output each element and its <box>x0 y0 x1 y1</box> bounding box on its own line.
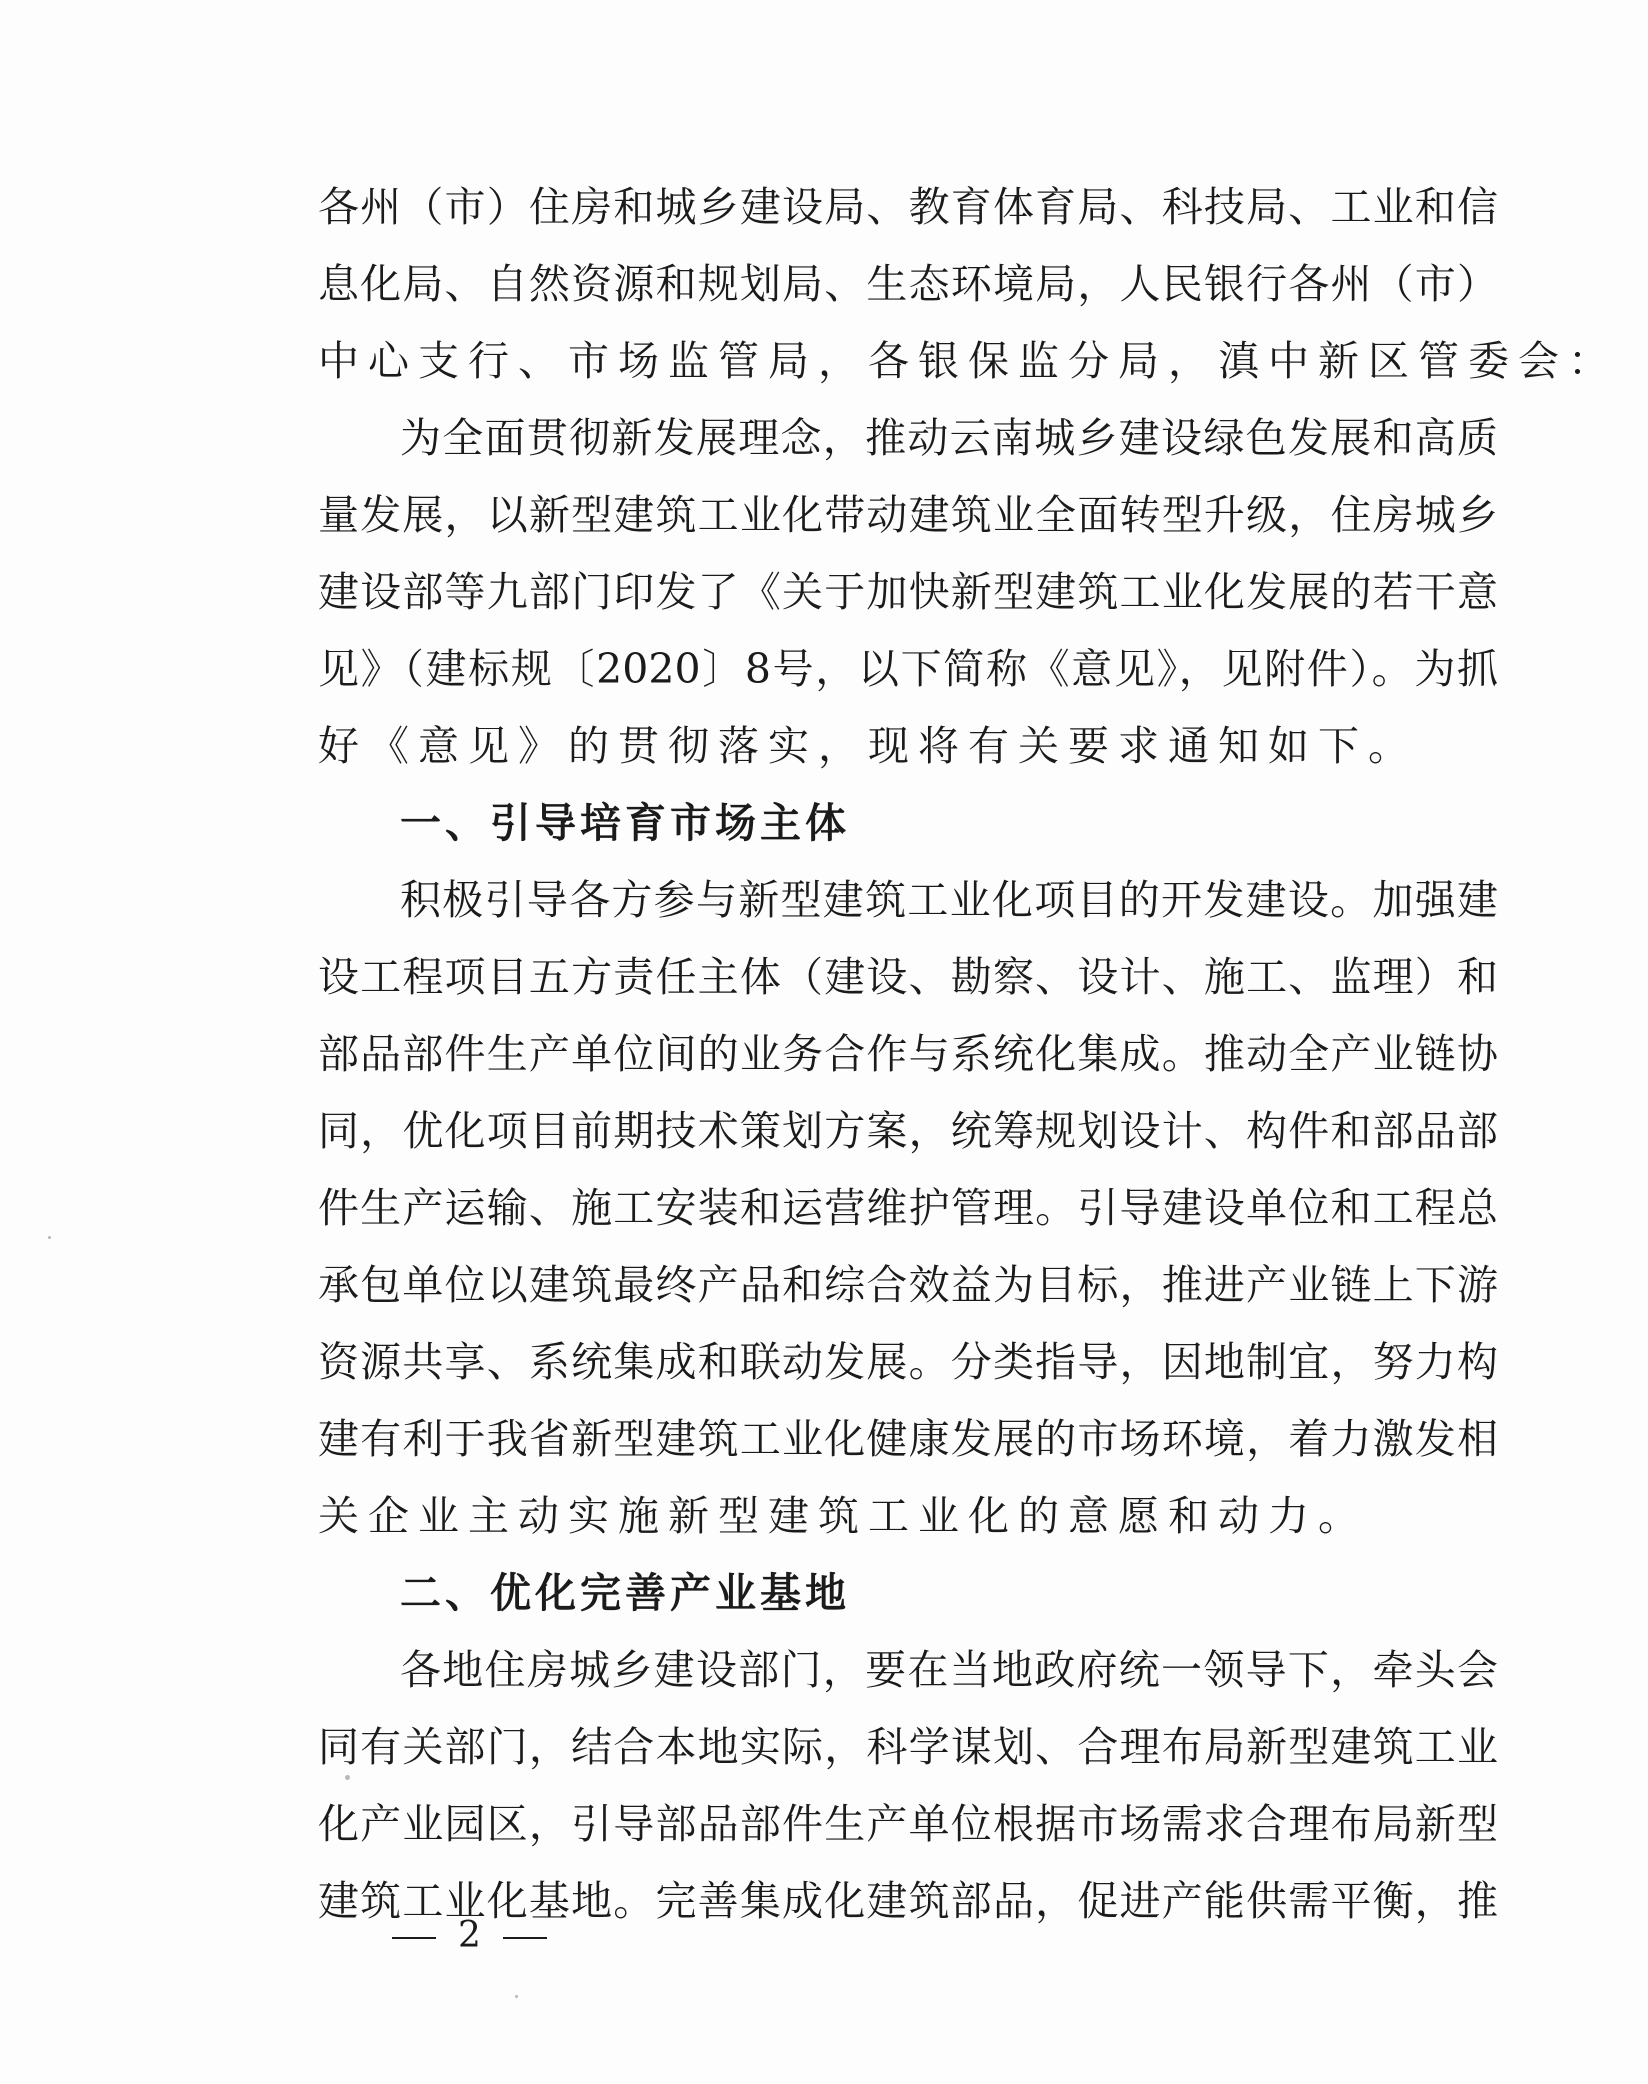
body-line-15: 承包单位以建筑最终产品和综合效益为目标，推进产业链上下游 <box>318 1261 1498 1309</box>
body-line-13: 同，优化项目前期技术策划方案，统筹规划设计、构件和部品部 <box>318 1107 1498 1155</box>
body-line-7: 见》（建标规〔2020〕8号，以下简称《意见》，见附件）。为抓 <box>318 645 1498 693</box>
body-line-23: 建筑工业化基地。完善集成化建筑部品，促进产能供需平衡，推 <box>318 1877 1498 1925</box>
page-number-value: 2 <box>458 1915 481 1956</box>
section-heading-1: 一、引导培育市场主体 <box>400 799 850 847</box>
body-line-6: 建设部等九部门印发了《关于加快新型建筑工业化发展的若干意 <box>318 568 1498 616</box>
body-line-4: 为全面贯彻新发展理念，推动云南城乡建设绿色发展和高质 <box>400 414 1498 462</box>
body-line-20: 各地住房城乡建设部门，要在当地政府统一领导下，牵头会 <box>400 1646 1498 1694</box>
body-line-11: 设工程项目五方责任主体（建设、勘察、设计、施工、监理）和 <box>318 953 1498 1001</box>
body-line-17: 建有利于我省新型建筑工业化健康发展的市场环境，着力激发相 <box>318 1415 1498 1463</box>
scan-speck <box>515 1995 518 1998</box>
body-line-8: 好《意见》的贯彻落实，现将有关要求通知如下。 <box>318 722 1418 770</box>
body-line-5: 量发展，以新型建筑工业化带动建筑业全面转型升级，住房城乡 <box>318 491 1498 539</box>
body-line-16: 资源共享、系统集成和联动发展。分类指导，因地制宜，努力构 <box>318 1338 1498 1386</box>
body-line-2: 息化局、自然资源和规划局、生态环境局，人民银行各州（市） <box>318 260 1498 308</box>
page-number-dash-right <box>503 1937 547 1939</box>
body-line-22: 化产业园区，引导部品部件生产单位根据市场需求合理布局新型 <box>318 1800 1498 1848</box>
scan-speck <box>345 1775 350 1780</box>
page-number-dash-left <box>392 1937 436 1939</box>
body-line-18: 关企业主动实施新型建筑工业化的意愿和动力。 <box>318 1492 1368 1540</box>
body-line-1: 各州（市）住房和城乡建设局、教育体育局、科技局、工业和信 <box>318 183 1498 231</box>
body-line-10: 积极引导各方参与新型建筑工业化项目的开发建设。加强建 <box>400 876 1498 924</box>
page-number <box>370 1915 569 1956</box>
scan-speck <box>48 1236 51 1239</box>
body-line-12: 部品部件生产单位间的业务合作与系统化集成。推动全产业链协 <box>318 1030 1498 1078</box>
body-line-21: 同有关部门，结合本地实际，科学谋划、合理布局新型建筑工业 <box>318 1723 1498 1771</box>
body-line-14: 件生产运输、施工安装和运营维护管理。引导建设单位和工程总 <box>318 1184 1498 1232</box>
body-line-3: 中心支行、市场监管局，各银保监分局，滇中新区管委会： <box>318 337 1618 385</box>
section-heading-2: 二、优化完善产业基地 <box>400 1569 850 1617</box>
